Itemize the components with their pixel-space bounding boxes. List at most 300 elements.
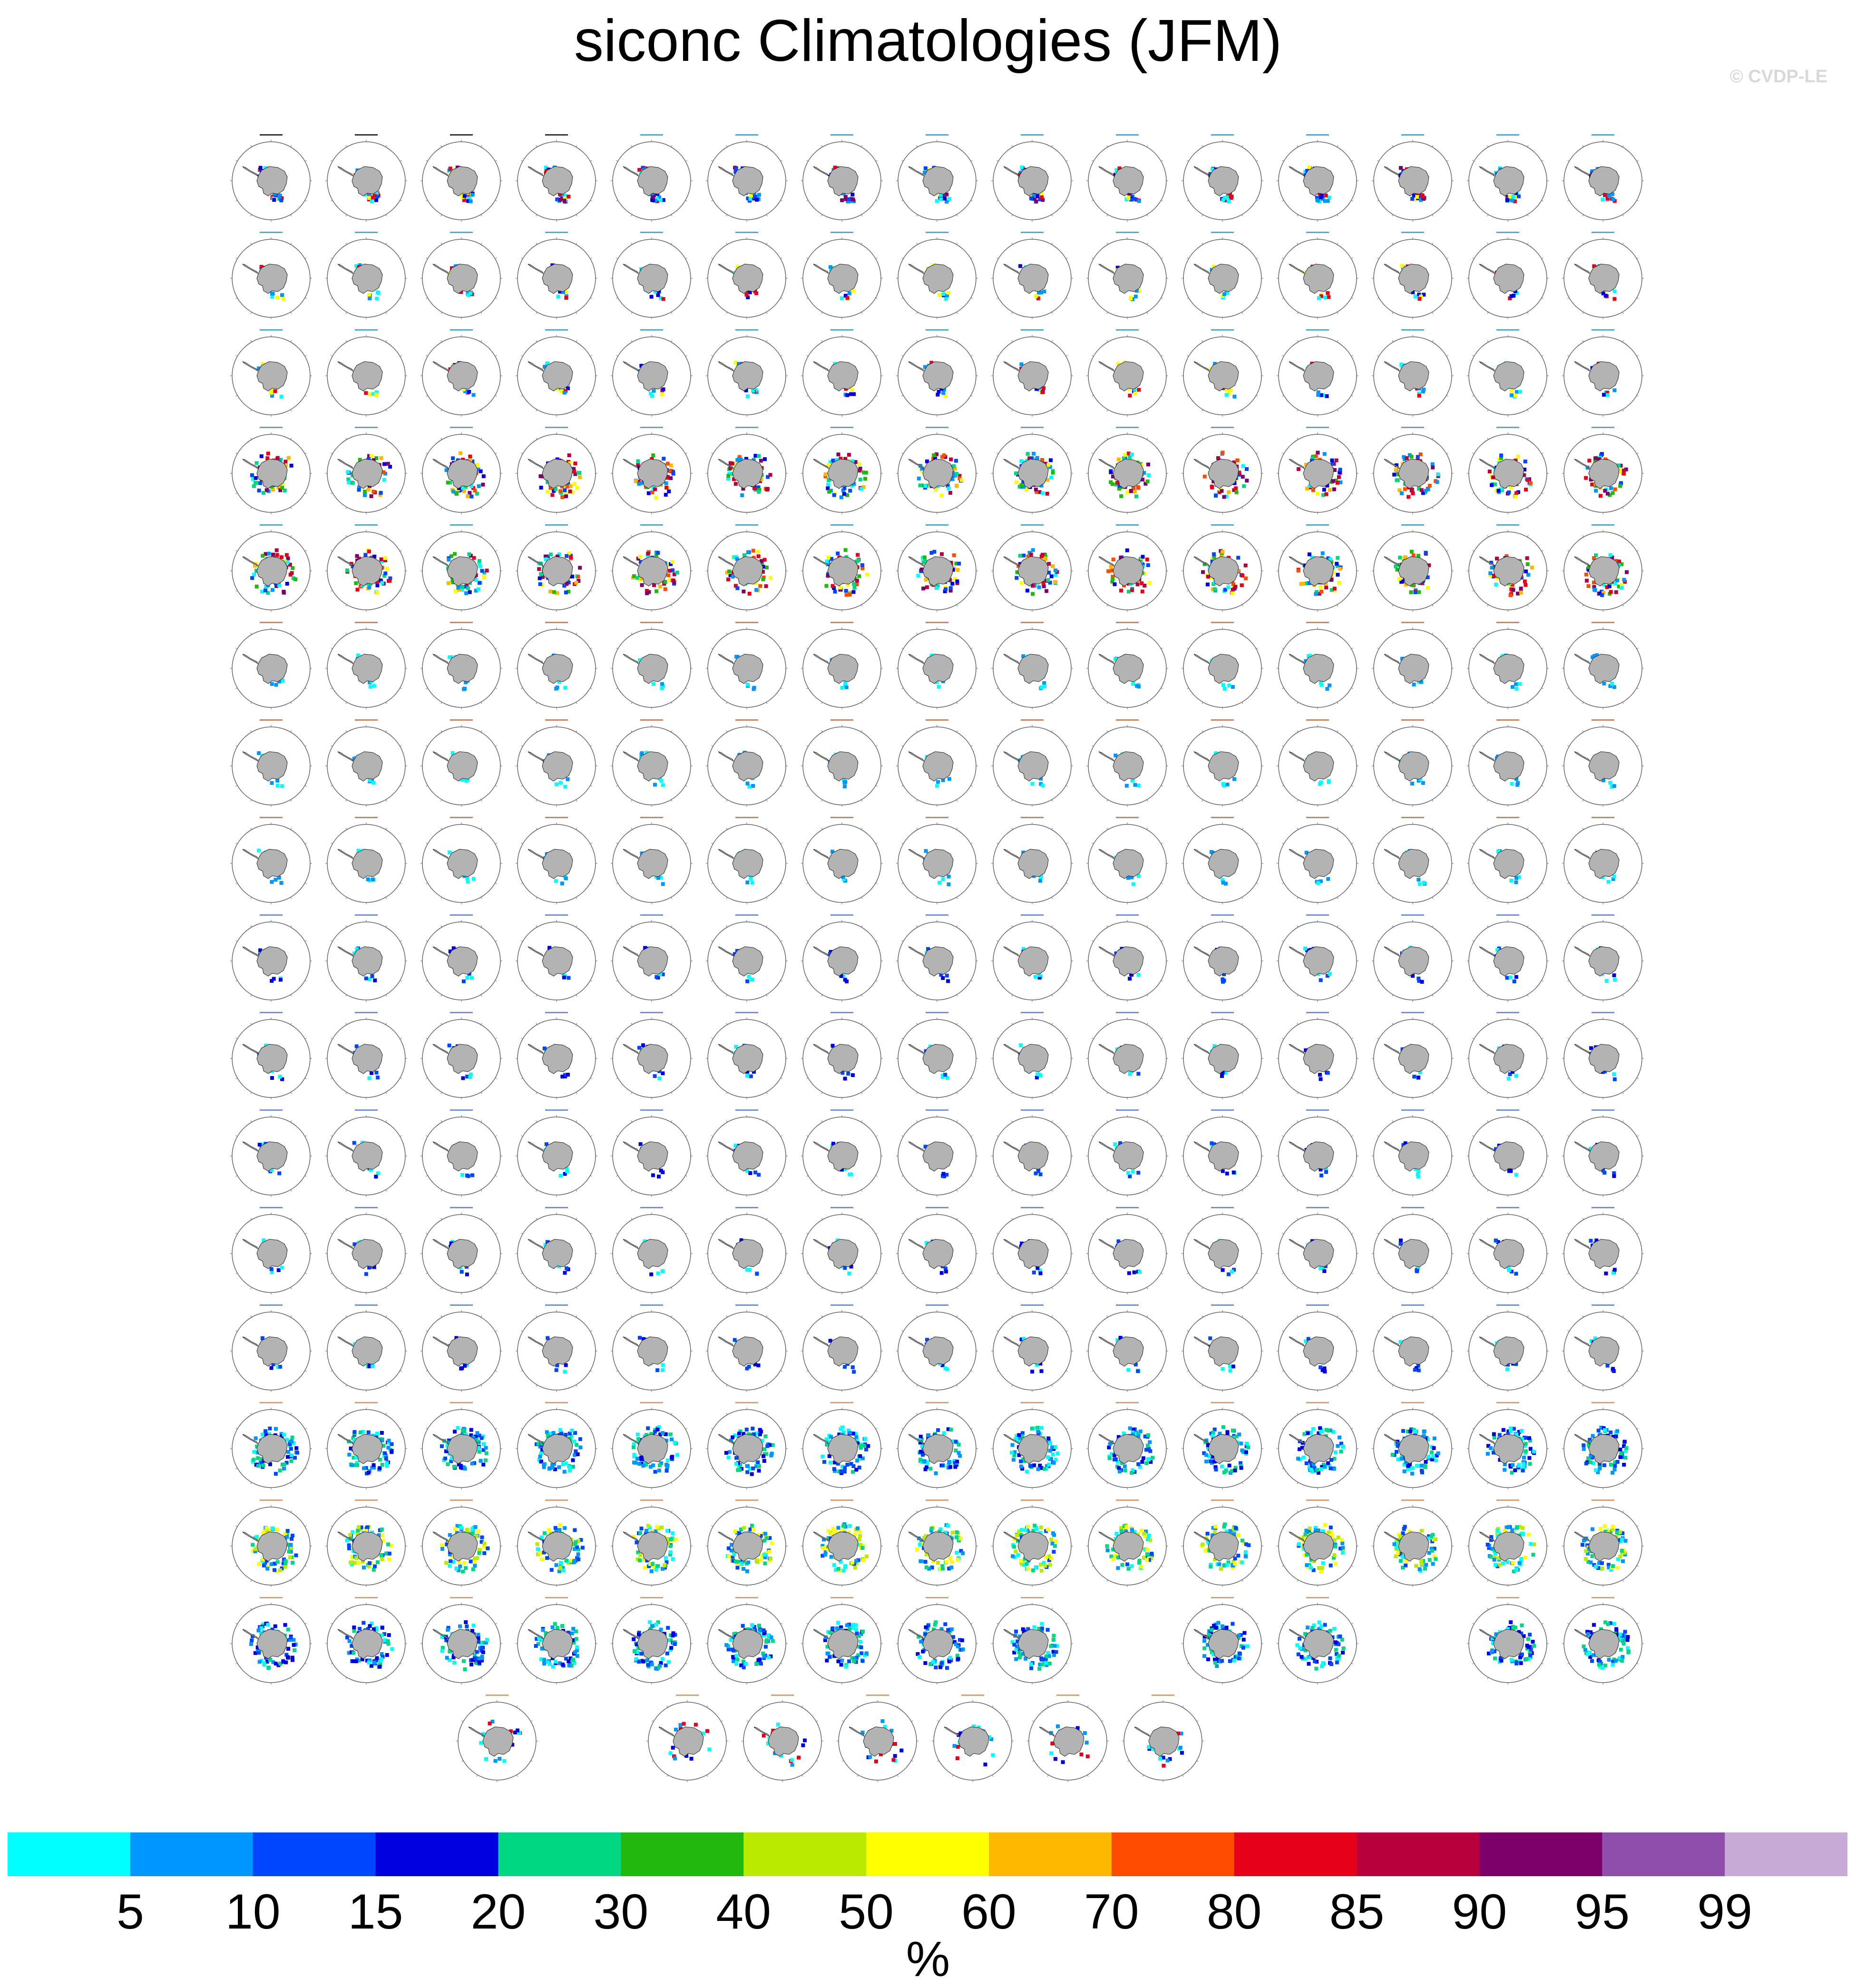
longitude-tick (305, 258, 306, 259)
sea-ice-cell (843, 781, 847, 784)
polar-map (323, 133, 409, 224)
polar-map (1084, 231, 1170, 321)
sea-ice-cell (275, 548, 279, 552)
longitude-tick (1432, 146, 1433, 147)
sea-ice-cell (1323, 199, 1327, 203)
longitude-tick (1256, 550, 1258, 551)
map-panel (323, 328, 409, 419)
panel-title (1116, 232, 1139, 233)
sea-ice-cell (290, 464, 293, 468)
sea-ice-cell (650, 295, 654, 299)
longitude-tick (291, 312, 292, 313)
panel-title (640, 427, 663, 428)
longitude-tick (1473, 883, 1474, 884)
sea-ice-cell (1147, 473, 1151, 477)
longitude-tick (616, 688, 618, 689)
sea-ice-cell (1410, 550, 1414, 554)
longitude-tick (971, 298, 972, 299)
map-panel (1180, 133, 1265, 224)
longitude-tick (1187, 550, 1189, 551)
sea-ice-cell (1328, 196, 1331, 199)
sea-ice-cell (826, 483, 830, 487)
longitude-tick (521, 160, 523, 161)
panel-title (260, 427, 283, 428)
longitude-tick (426, 843, 428, 844)
sea-ice-cell (1145, 558, 1149, 561)
longitude-tick (1066, 745, 1067, 746)
longitude-tick (400, 200, 401, 201)
panel-title (1116, 427, 1139, 428)
longitude-tick (1377, 355, 1379, 356)
longitude-tick (251, 702, 252, 704)
sea-ice-cell (726, 578, 730, 581)
longitude-tick (1187, 745, 1189, 746)
longitude-tick (521, 258, 523, 259)
sea-ice-cell (1244, 564, 1248, 568)
sea-ice-cell (664, 486, 668, 490)
sea-ice-cell (833, 590, 837, 594)
sea-ice-cell (1327, 780, 1331, 784)
sea-ice-cell (479, 564, 482, 568)
sea-ice-cell (1426, 586, 1430, 590)
sea-ice-cell (1134, 495, 1138, 499)
longitude-tick (1446, 648, 1448, 649)
longitude-tick (917, 146, 918, 147)
longitude-tick (1052, 341, 1053, 342)
sea-ice-cell (1046, 463, 1050, 467)
longitude-tick (861, 243, 862, 245)
longitude-tick (1527, 800, 1528, 801)
longitude-tick (1568, 395, 1569, 396)
sea-ice-cell (1436, 480, 1439, 484)
sea-ice-cell (468, 590, 472, 594)
sea-ice-cell (1399, 166, 1403, 170)
sea-ice-cell (940, 455, 944, 459)
sea-ice-cell (1525, 556, 1529, 560)
longitude-tick (726, 507, 727, 509)
sea-ice-cell (1324, 492, 1328, 496)
panel-title (450, 719, 473, 721)
longitude-tick (426, 883, 428, 884)
panel-title (1401, 524, 1424, 526)
longitude-tick (576, 341, 577, 342)
polar-map (228, 231, 314, 321)
sea-ice-cell (1301, 582, 1305, 586)
map-panel (609, 328, 694, 419)
longitude-tick (616, 843, 618, 844)
sea-ice-cell (1319, 590, 1323, 594)
longitude-tick (251, 312, 252, 313)
sea-ice-cell (1119, 588, 1123, 592)
sea-ice-cell (481, 483, 485, 487)
longitude-tick (1473, 493, 1474, 494)
map-panel (1084, 231, 1170, 321)
longitude-tick (766, 341, 767, 342)
sea-ice-cell (940, 494, 944, 498)
longitude-tick (631, 507, 632, 509)
sea-ice-cell (836, 551, 840, 555)
longitude-tick (1092, 648, 1094, 649)
longitude-tick (1377, 258, 1379, 259)
longitude-tick (536, 146, 537, 147)
longitude-tick (1542, 550, 1543, 551)
longitude-tick (1622, 341, 1623, 342)
longitude-tick (1297, 605, 1298, 606)
longitude-tick (1568, 550, 1569, 551)
map-panel (228, 523, 314, 614)
sea-ice-cell (1422, 388, 1426, 392)
panel-title (1021, 622, 1044, 623)
longitude-tick (1337, 312, 1338, 313)
panel-title (545, 134, 568, 136)
panel-title (1116, 134, 1139, 136)
longitude-tick (1107, 605, 1108, 606)
longitude-tick (346, 536, 347, 537)
sea-ice-cell (941, 877, 945, 881)
sea-ice-cell (388, 579, 391, 583)
sea-ice-cell (865, 573, 869, 577)
longitude-tick (1377, 160, 1379, 161)
sea-ice-cell (853, 586, 857, 589)
sea-ice-cell (1109, 480, 1113, 484)
longitude-tick (1161, 493, 1162, 494)
longitude-tick (521, 453, 523, 454)
sea-ice-cell (1223, 687, 1227, 691)
sea-ice-cell (1511, 199, 1514, 203)
longitude-tick (1377, 843, 1379, 844)
longitude-tick (1622, 215, 1623, 216)
map-panel (1084, 718, 1170, 809)
longitude-tick (521, 550, 523, 551)
longitude-tick (1297, 410, 1298, 411)
sea-ice-cell (1117, 458, 1121, 461)
longitude-tick (861, 507, 862, 509)
polar-map (1465, 523, 1551, 614)
sea-ice-cell (943, 196, 947, 200)
sea-ice-cell (1045, 589, 1048, 593)
sea-ice-cell (1325, 687, 1329, 691)
longitude-tick (495, 590, 497, 591)
sea-ice-cell (468, 455, 472, 459)
sea-ice-cell (280, 293, 284, 297)
longitude-tick (400, 395, 401, 396)
sea-ice-cell (459, 451, 462, 455)
longitude-tick (1147, 702, 1148, 704)
sea-ice-cell (280, 395, 283, 399)
longitude-tick (876, 648, 877, 649)
sea-ice-cell (749, 194, 753, 197)
longitude-tick (441, 605, 442, 606)
sea-ice-cell (840, 198, 844, 202)
longitude-tick (426, 648, 428, 649)
sea-ice-cell (1584, 476, 1588, 480)
sea-ice-cell (1507, 490, 1511, 494)
sea-ice-cell (660, 686, 664, 690)
panel-title (830, 427, 853, 428)
longitude-tick (1297, 702, 1298, 704)
longitude-tick (781, 453, 782, 454)
longitude-tick (386, 702, 387, 704)
longitude-tick (426, 590, 428, 591)
polar-map (704, 328, 790, 419)
polar-map (894, 426, 980, 516)
sea-ice-cell (1431, 466, 1435, 470)
longitude-tick (1432, 633, 1433, 635)
longitude-tick (346, 605, 347, 606)
longitude-tick (1377, 200, 1379, 201)
sea-ice-cell (1240, 583, 1244, 587)
longitude-tick (1446, 395, 1448, 396)
polar-map (704, 523, 790, 614)
sea-ice-cell (1424, 551, 1428, 555)
sea-ice-cell (368, 196, 371, 200)
sea-ice-cell (654, 589, 658, 593)
map-panel (419, 426, 504, 516)
longitude-tick (1622, 800, 1623, 801)
polar-map (1465, 816, 1551, 906)
panel-title (1496, 232, 1519, 233)
sea-ice-cell (1410, 197, 1414, 201)
longitude-tick (305, 745, 306, 746)
sea-ice-cell (469, 495, 473, 499)
longitude-tick (861, 731, 862, 732)
map-panel (799, 816, 885, 906)
longitude-tick (400, 688, 401, 689)
polar-map (228, 133, 314, 224)
longitude-tick (971, 200, 972, 201)
map-panel (1180, 426, 1265, 516)
sea-ice-cell (766, 487, 770, 491)
longitude-tick (917, 633, 918, 635)
longitude-tick (590, 883, 592, 884)
longitude-tick (1446, 258, 1448, 259)
sea-ice-cell (1125, 548, 1129, 552)
longitude-tick (1092, 453, 1094, 454)
polar-map (514, 621, 599, 711)
longitude-tick (1622, 438, 1623, 440)
longitude-tick (1147, 312, 1148, 313)
longitude-tick (1637, 785, 1638, 786)
sea-ice-cell (1514, 682, 1518, 686)
longitude-tick (291, 633, 292, 635)
longitude-tick (631, 633, 632, 635)
longitude-tick (781, 785, 782, 786)
longitude-tick (1202, 215, 1203, 216)
sea-ice-cell (751, 881, 754, 885)
map-panel (228, 621, 314, 711)
panel-title (1116, 524, 1139, 526)
longitude-tick (671, 633, 672, 635)
longitude-tick (861, 410, 862, 411)
sea-ice-cell (549, 553, 553, 557)
longitude-tick (305, 200, 306, 201)
longitude-tick (1092, 745, 1094, 746)
map-panel (989, 133, 1075, 224)
sea-ice-cell (847, 197, 851, 201)
longitude-tick (917, 702, 918, 704)
sea-ice-cell (371, 781, 375, 784)
polar-map (1275, 426, 1360, 516)
sea-ice-cell (270, 295, 274, 299)
panel-title (1306, 622, 1329, 623)
longitude-tick (481, 536, 482, 537)
longitude-tick (1446, 590, 1448, 591)
longitude-tick (807, 493, 808, 494)
panel-title (1401, 817, 1424, 818)
sea-ice-cell (1416, 878, 1420, 881)
sea-ice-cell (1019, 459, 1023, 463)
map-panel (228, 816, 314, 906)
sea-ice-cell (255, 585, 259, 588)
longitude-tick (917, 438, 918, 440)
sea-ice-cell (752, 549, 755, 553)
longitude-tick (1568, 648, 1569, 649)
longitude-tick (1107, 731, 1108, 732)
longitude-tick (1242, 312, 1243, 313)
sea-ice-cell (250, 473, 254, 477)
longitude-tick (1377, 590, 1379, 591)
longitude-tick (1527, 828, 1528, 830)
sea-ice-cell (726, 474, 730, 478)
polar-map (1560, 231, 1646, 321)
longitude-tick (1637, 395, 1638, 396)
polar-map (228, 621, 314, 711)
longitude-tick (1351, 258, 1353, 259)
longitude-tick (1622, 243, 1623, 245)
longitude-tick (1568, 298, 1569, 299)
sea-ice-cell (1038, 879, 1042, 883)
longitude-tick (1527, 215, 1528, 216)
panel-title (830, 817, 853, 818)
longitude-tick (1052, 410, 1053, 411)
sea-ice-cell (1321, 551, 1325, 555)
map-panel (1370, 426, 1455, 516)
longitude-tick (1377, 298, 1379, 299)
longitude-tick (1487, 800, 1488, 801)
longitude-tick (590, 453, 592, 454)
longitude-tick (251, 828, 252, 830)
longitude-tick (386, 536, 387, 537)
sea-ice-cell (366, 488, 370, 491)
longitude-tick (971, 395, 972, 396)
sea-ice-cell (564, 494, 568, 498)
sea-ice-cell (260, 454, 264, 458)
longitude-tick (1147, 410, 1148, 411)
longitude-tick (1582, 312, 1583, 313)
sea-ice-cell (1398, 556, 1402, 559)
sea-ice-cell (1530, 566, 1534, 569)
sea-ice-cell (1514, 495, 1517, 499)
polar-map (323, 621, 409, 711)
longitude-tick (1446, 298, 1448, 299)
polar-map (609, 426, 694, 516)
longitude-tick (861, 702, 862, 704)
panel-title (830, 622, 853, 623)
sea-ice-cell (852, 582, 856, 586)
sea-ice-cell (670, 560, 674, 564)
map-panel (609, 816, 694, 906)
panel-title (355, 817, 378, 818)
sea-ice-cell (1231, 685, 1235, 689)
longitude-tick (1337, 702, 1338, 704)
polar-map (989, 718, 1075, 809)
longitude-tick (1446, 785, 1448, 786)
map-panel (514, 718, 599, 809)
sea-ice-cell (1324, 194, 1328, 197)
longitude-tick (386, 312, 387, 313)
sea-ice-cell (381, 581, 384, 585)
longitude-tick (536, 536, 537, 537)
polar-map (1084, 328, 1170, 419)
panel-title (545, 329, 568, 331)
sea-ice-cell (938, 293, 941, 297)
sea-ice-cell (1146, 480, 1150, 483)
longitude-tick (346, 633, 347, 635)
longitude-tick (712, 493, 713, 494)
longitude-tick (1527, 146, 1528, 147)
sea-ice-cell (1227, 490, 1231, 494)
panel-title (735, 622, 758, 623)
longitude-tick (1337, 897, 1338, 899)
longitude-tick (1202, 731, 1203, 732)
longitude-tick (1487, 341, 1488, 342)
longitude-tick (671, 410, 672, 411)
longitude-tick (1161, 453, 1162, 454)
longitude-tick (251, 800, 252, 801)
longitude-tick (1161, 298, 1162, 299)
panel-title (260, 232, 283, 233)
sea-ice-cell (455, 492, 459, 496)
map-panel (514, 816, 599, 906)
longitude-tick (1377, 785, 1379, 786)
longitude-tick (807, 160, 808, 161)
longitude-tick (1432, 312, 1433, 313)
longitude-tick (400, 883, 401, 884)
longitude-tick (536, 507, 537, 509)
longitude-tick (1527, 243, 1528, 245)
longitude-tick (291, 702, 292, 704)
longitude-tick (1297, 438, 1298, 440)
longitude-tick (1052, 438, 1053, 440)
longitude-tick (481, 702, 482, 704)
panel-title (1496, 817, 1519, 818)
sea-ice-cell (1400, 491, 1404, 495)
sea-ice-cell (377, 291, 381, 295)
longitude-tick (1202, 605, 1203, 606)
longitude-tick (671, 828, 672, 830)
sea-ice-cell (367, 586, 371, 589)
longitude-tick (807, 453, 808, 454)
sea-ice-cell (840, 296, 844, 300)
longitude-tick (495, 785, 497, 786)
longitude-tick (1473, 355, 1474, 356)
polar-map (609, 523, 694, 614)
panel-title (355, 232, 378, 233)
longitude-tick (1351, 453, 1353, 454)
longitude-tick (1351, 843, 1353, 844)
sea-ice-cell (262, 491, 265, 495)
sea-ice-cell (354, 581, 358, 585)
longitude-tick (1202, 341, 1203, 342)
panel-title (1211, 232, 1234, 233)
sea-ice-cell (851, 197, 855, 201)
longitude-tick (331, 688, 332, 689)
longitude-tick (1161, 745, 1162, 746)
longitude-tick (1487, 146, 1488, 147)
longitude-tick (971, 355, 972, 356)
longitude-tick (536, 215, 537, 216)
sea-ice-cell (847, 453, 851, 457)
